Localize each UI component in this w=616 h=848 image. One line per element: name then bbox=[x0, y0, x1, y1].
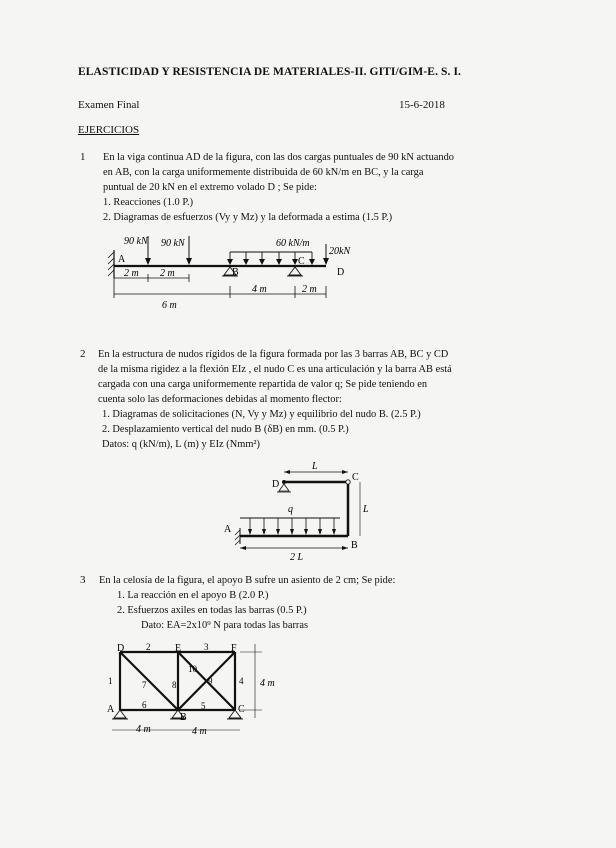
node-a-label: A bbox=[118, 254, 126, 265]
truss-node-d: D bbox=[117, 643, 125, 654]
p1-line-3: puntual de 20 kN en el extremo volado D ; Se pide: bbox=[103, 182, 317, 193]
dim-6m: 6 m bbox=[162, 300, 177, 311]
frame-node-a: A bbox=[224, 524, 232, 535]
bar-5: 5 bbox=[201, 701, 206, 711]
load-90kn-2: 90 kN bbox=[161, 238, 185, 249]
p3-data: Dato: EA=2x10⁹ N para todas las barras bbox=[141, 620, 309, 631]
p2-line-4: cuenta solo las deformaciones debidas al momento flector: bbox=[98, 394, 342, 405]
problem-2-number: 2 bbox=[80, 348, 86, 360]
p2-item-1: 1. Diagramas de solicitaciones (N, Vy y Mz) y equilibrio del nudo B. (2.5 P.) bbox=[102, 409, 421, 420]
p3-item-1: 1. La reacción en el apoyo B (2.0 P.) bbox=[117, 590, 269, 601]
load-20kn: 20kN bbox=[329, 246, 351, 257]
p2-item-2: 2. Desplazamiento vertical del nudo B (δB) en mm. (0.5 P.) bbox=[102, 424, 349, 435]
exam-type: Examen Final bbox=[78, 99, 140, 111]
bar-8: 8 bbox=[172, 680, 177, 690]
support-c-icon bbox=[289, 267, 301, 275]
p2-line-1: En la estructura de nudos rígidos de la figura formada por las 3 barras AB, BC y CD bbox=[98, 349, 449, 360]
truss-node-e: E bbox=[175, 643, 182, 654]
problem-1-number: 1 bbox=[80, 151, 86, 163]
p3-line-1: En la celosía de la figura, el apoyo B sufre un asiento de 2 cm; Se pide: bbox=[99, 575, 396, 586]
bar-10: 10 bbox=[188, 664, 197, 674]
dim-2m-1: 2 m bbox=[124, 268, 139, 279]
section-heading: EJERCICIOS bbox=[78, 124, 140, 136]
p3-item-2: 2. Esfuerzos axiles en todas las barras (0.5 P.) bbox=[117, 605, 307, 616]
truss-node-f: F bbox=[231, 643, 237, 654]
node-d-label: D bbox=[337, 267, 345, 278]
exam-date: 15-6-2018 bbox=[399, 99, 445, 111]
dim-2m-3: 2 m bbox=[302, 284, 317, 295]
load-q-label: q bbox=[288, 504, 293, 515]
beam-figure bbox=[96, 228, 376, 318]
p1-item-2: 2. Diagramas de esfuerzos (Vy y Mz) y la deformada a estima (1.5 P.) bbox=[103, 212, 393, 223]
p2-line-3: cargada con una carga uniformemente repartida de valor q; Se pide teniendo en bbox=[98, 379, 428, 390]
p1-line-1: En la viga continua AD de la figura, con las dos cargas puntuales de 90 kN actuando bbox=[103, 152, 454, 163]
dim-4m: 4 m bbox=[252, 284, 267, 295]
truss-width-1: 4 m bbox=[136, 724, 151, 735]
truss-width-2: 4 m bbox=[192, 726, 207, 737]
bar-3: 3 bbox=[204, 642, 209, 652]
bar-9: 9 bbox=[208, 676, 213, 686]
load-90kn-1: 90 kN bbox=[124, 236, 148, 247]
node-b-label: B bbox=[232, 267, 239, 278]
node-c-label: C bbox=[298, 256, 305, 267]
truss-node-b: B bbox=[180, 712, 187, 723]
bar-4: 4 bbox=[239, 676, 244, 686]
problem-3-text bbox=[99, 573, 539, 633]
hinge-c-icon bbox=[346, 480, 350, 484]
frame-node-d: D bbox=[272, 479, 280, 490]
dim-l-right: L bbox=[363, 504, 369, 515]
p1-line-2: en AB, con la carga uniformemente distribuida de 60 kN/m en BC, y la carga bbox=[103, 167, 424, 178]
dim-2m-2: 2 m bbox=[160, 268, 175, 279]
bar-2: 2 bbox=[146, 642, 151, 652]
frame-node-b: B bbox=[351, 540, 358, 551]
p2-line-2: de la misma rigidez a la flexión EIz , el nudo C es una articulación y la barra AB está bbox=[98, 364, 452, 375]
p1-item-1: 1. Reacciones (1.0 P.) bbox=[103, 197, 194, 208]
frame-figure bbox=[220, 460, 380, 570]
dim-l-top: L bbox=[312, 461, 318, 472]
truss-height: 4 m bbox=[260, 678, 275, 689]
truss-node-a: A bbox=[107, 704, 115, 715]
problem-2-text bbox=[98, 347, 538, 452]
truss-node-c: C bbox=[238, 704, 245, 715]
frame-node-c: C bbox=[352, 472, 359, 483]
exam-title: ELASTICIDAD Y RESISTENCIA DE MATERIALES-II. GITI/GIM-E. S. I. bbox=[78, 66, 462, 78]
truss-figure bbox=[100, 640, 290, 740]
problem-1-text bbox=[103, 150, 535, 225]
bar-7: 7 bbox=[142, 680, 147, 690]
bar-6: 6 bbox=[142, 700, 147, 710]
dist-load-label: 60 kN/m bbox=[276, 238, 310, 249]
p2-data: Datos: q (kN/m), L (m) y EIz (Nmm²) bbox=[102, 439, 260, 450]
dim-2l: 2 L bbox=[290, 552, 304, 563]
bar-1: 1 bbox=[108, 676, 113, 686]
truss-support-a-icon bbox=[114, 710, 126, 718]
problem-3-number: 3 bbox=[80, 574, 86, 586]
